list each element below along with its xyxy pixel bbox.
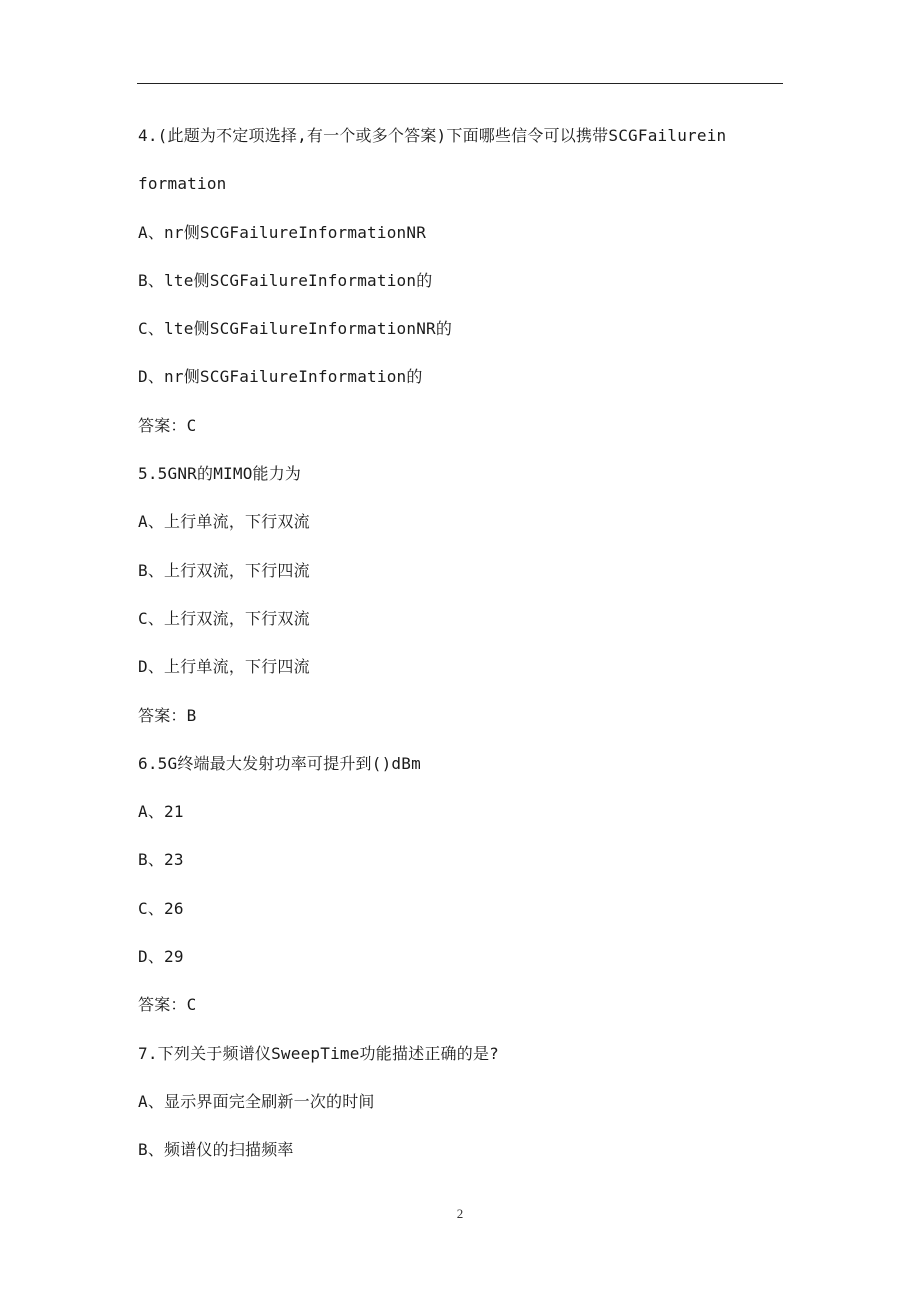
question-7-option-b: B、频谱仪的扫描频率 bbox=[138, 1140, 294, 1160]
question-5-stem: 5.5GNR的MIMO能力为 bbox=[138, 464, 302, 484]
question-4-answer: 答案：C bbox=[138, 415, 197, 435]
question-4-option-d: D、nr侧SCGFailureInformation的 bbox=[138, 367, 423, 387]
question-4-option-b: B、lte侧SCGFailureInformation的 bbox=[138, 270, 433, 290]
question-5-answer: 答案：B bbox=[138, 705, 197, 725]
question-7-option-a: A、显示界面完全刷新一次的时间 bbox=[138, 1091, 375, 1111]
question-4-option-c: C、lte侧SCGFailureInformationNR的 bbox=[138, 319, 453, 339]
page-number: 2 bbox=[456, 1206, 464, 1221]
question-6-stem: 6.5G终端最大发射功率可提升到()dBm bbox=[138, 753, 421, 773]
question-4-stem-continued: formation bbox=[138, 174, 227, 194]
question-6-option-c: C、26 bbox=[138, 898, 184, 918]
question-4-stem: 4.(此题为不定项选择,有一个或多个答案)下面哪些信令可以携带SCGFailurein bbox=[138, 126, 727, 145]
question-6-option-a: A、21 bbox=[138, 802, 184, 822]
document-body bbox=[138, 116, 788, 1179]
question-6-option-b: B、23 bbox=[138, 850, 184, 870]
question-5-option-b: B、上行双流，下行四流 bbox=[138, 560, 310, 580]
question-6-answer: 答案：C bbox=[138, 995, 197, 1015]
question-7-stem: 7.下列关于频谱仪SweepTime功能描述正确的是? bbox=[138, 1043, 499, 1063]
question-5-option-c: C、上行双流，下行双流 bbox=[138, 608, 310, 628]
question-5-option-a: A、上行单流，下行双流 bbox=[138, 512, 310, 532]
question-5-option-d: D、上行单流，下行四流 bbox=[138, 657, 310, 677]
header-rule bbox=[137, 83, 783, 84]
question-4-option-a: A、nr侧SCGFailureInformationNR bbox=[138, 222, 427, 242]
question-6-option-d: D、29 bbox=[138, 947, 184, 967]
